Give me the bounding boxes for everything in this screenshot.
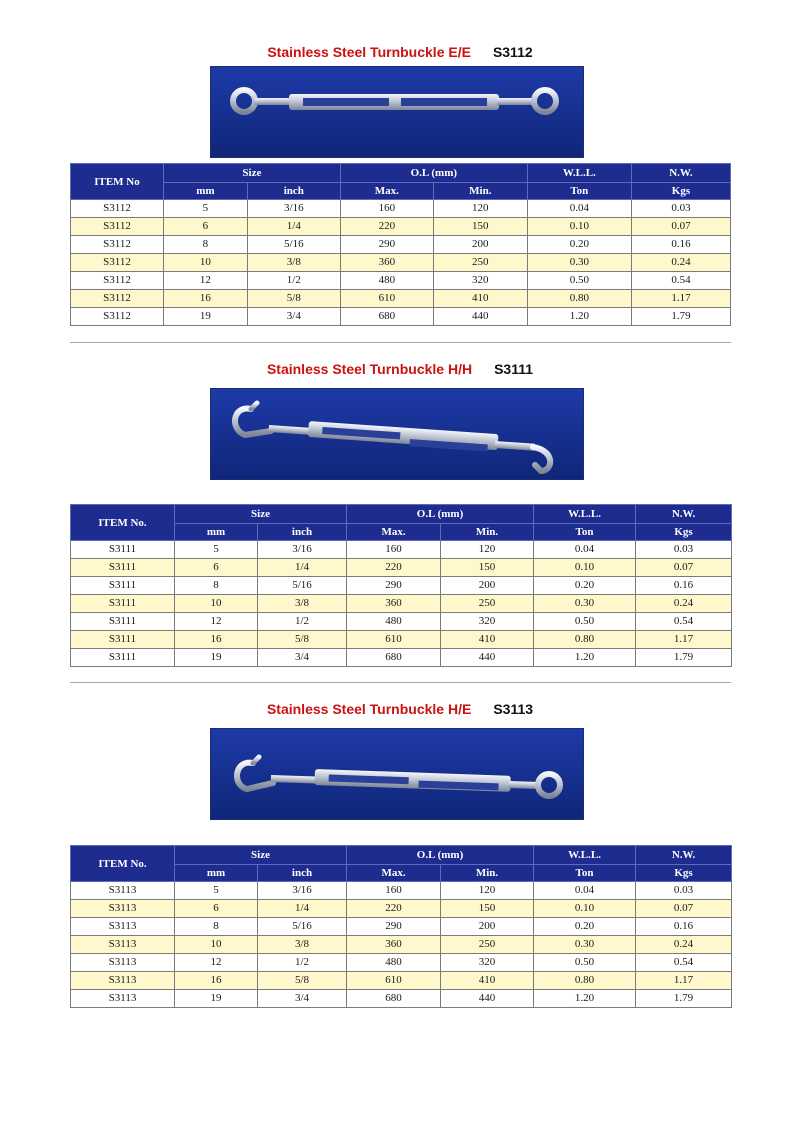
cell-ton: 0.50 bbox=[534, 613, 636, 631]
section-divider bbox=[70, 682, 731, 683]
cell-mm: 6 bbox=[175, 559, 258, 577]
cell-inch: 1/4 bbox=[258, 559, 347, 577]
cell-item-no: S3112 bbox=[71, 254, 164, 272]
header-item-no: ITEM No. bbox=[71, 846, 175, 882]
cell-ton: 0.30 bbox=[534, 595, 636, 613]
section-title bbox=[0, 44, 800, 60]
cell-max: 610 bbox=[347, 631, 441, 649]
cell-min: 200 bbox=[441, 577, 534, 595]
header-wll: W.L.L. bbox=[534, 505, 636, 524]
cell-inch: 5/8 bbox=[258, 972, 347, 990]
table-row bbox=[71, 882, 732, 900]
cell-kgs: 0.54 bbox=[636, 954, 732, 972]
cell-inch: 5/16 bbox=[258, 918, 347, 936]
product-code: S3113 bbox=[493, 701, 534, 717]
table-row bbox=[71, 936, 732, 954]
header-overall-length: O.L (mm) bbox=[347, 846, 534, 865]
cell-mm: 5 bbox=[175, 882, 258, 900]
cell-item-no: S3111 bbox=[71, 631, 175, 649]
cell-kgs: 0.07 bbox=[636, 900, 732, 918]
cell-ton: 0.30 bbox=[527, 254, 631, 272]
cell-kgs: 0.24 bbox=[631, 254, 730, 272]
spec-table bbox=[70, 845, 732, 1008]
cell-min: 200 bbox=[433, 236, 527, 254]
cell-max: 610 bbox=[347, 972, 441, 990]
subheader-max: Max. bbox=[347, 524, 441, 541]
cell-kgs: 0.54 bbox=[636, 613, 732, 631]
cell-max: 610 bbox=[340, 290, 433, 308]
cell-min: 440 bbox=[441, 649, 534, 667]
cell-mm: 8 bbox=[175, 918, 258, 936]
cell-ton: 0.04 bbox=[534, 541, 636, 559]
subheader-inch: inch bbox=[247, 183, 340, 200]
cell-inch: 3/8 bbox=[258, 595, 347, 613]
cell-item-no: S3113 bbox=[71, 972, 175, 990]
cell-ton: 0.20 bbox=[534, 918, 636, 936]
subheader-kgs: Kgs bbox=[636, 865, 732, 882]
subheader-min: Min. bbox=[433, 183, 527, 200]
cell-mm: 5 bbox=[163, 200, 247, 218]
cell-ton: 0.50 bbox=[534, 954, 636, 972]
cell-min: 150 bbox=[441, 900, 534, 918]
cell-ton: 0.50 bbox=[527, 272, 631, 290]
cell-kgs: 0.54 bbox=[631, 272, 730, 290]
subheader-mm: mm bbox=[163, 183, 247, 200]
cell-ton: 0.80 bbox=[534, 631, 636, 649]
cell-kgs: 0.03 bbox=[636, 541, 732, 559]
table-row bbox=[71, 559, 732, 577]
subheader-kgs: Kgs bbox=[631, 183, 730, 200]
cell-max: 680 bbox=[340, 308, 433, 326]
header-wll: W.L.L. bbox=[527, 164, 631, 183]
cell-item-no: S3113 bbox=[71, 990, 175, 1008]
section-title bbox=[0, 701, 800, 717]
header-overall-length: O.L (mm) bbox=[347, 505, 534, 524]
subheader-mm: mm bbox=[175, 524, 258, 541]
cell-min: 320 bbox=[441, 613, 534, 631]
cell-min: 120 bbox=[441, 541, 534, 559]
cell-kgs: 0.07 bbox=[636, 559, 732, 577]
cell-mm: 6 bbox=[163, 218, 247, 236]
cell-max: 680 bbox=[347, 649, 441, 667]
cell-max: 360 bbox=[347, 595, 441, 613]
header-nw: N.W. bbox=[631, 164, 730, 183]
cell-max: 160 bbox=[347, 541, 441, 559]
cell-max: 220 bbox=[347, 900, 441, 918]
cell-kgs: 1.79 bbox=[636, 990, 732, 1008]
cell-kgs: 0.16 bbox=[631, 236, 730, 254]
table-row bbox=[71, 613, 732, 631]
header-item-no: ITEM No. bbox=[71, 505, 175, 541]
header-item-no: ITEM No bbox=[71, 164, 164, 200]
cell-min: 150 bbox=[441, 559, 534, 577]
cell-kgs: 0.03 bbox=[636, 882, 732, 900]
cell-item-no: S3113 bbox=[71, 900, 175, 918]
cell-mm: 6 bbox=[175, 900, 258, 918]
cell-min: 120 bbox=[441, 882, 534, 900]
product-photo-hook-eye bbox=[210, 728, 584, 820]
cell-kgs: 0.24 bbox=[636, 936, 732, 954]
table-row bbox=[71, 972, 732, 990]
cell-max: 290 bbox=[347, 918, 441, 936]
cell-max: 360 bbox=[347, 936, 441, 954]
cell-item-no: S3112 bbox=[71, 236, 164, 254]
section-title bbox=[0, 361, 800, 377]
cell-mm: 10 bbox=[175, 936, 258, 954]
cell-mm: 16 bbox=[163, 290, 247, 308]
table-row bbox=[71, 918, 732, 936]
cell-min: 120 bbox=[433, 200, 527, 218]
cell-max: 480 bbox=[340, 272, 433, 290]
cell-min: 440 bbox=[433, 308, 527, 326]
table-row bbox=[71, 990, 732, 1008]
table-row bbox=[71, 900, 732, 918]
cell-min: 250 bbox=[433, 254, 527, 272]
cell-item-no: S3111 bbox=[71, 577, 175, 595]
header-size: Size bbox=[175, 846, 347, 865]
header-nw: N.W. bbox=[636, 846, 732, 865]
product-name: Stainless Steel Turnbuckle H/H bbox=[266, 361, 473, 377]
cell-ton: 0.20 bbox=[534, 577, 636, 595]
header-nw: N.W. bbox=[636, 505, 732, 524]
cell-kgs: 0.24 bbox=[636, 595, 732, 613]
cell-item-no: S3112 bbox=[71, 290, 164, 308]
cell-ton: 0.80 bbox=[527, 290, 631, 308]
cell-item-no: S3111 bbox=[71, 595, 175, 613]
cell-mm: 8 bbox=[175, 577, 258, 595]
table-row bbox=[71, 308, 731, 326]
cell-mm: 10 bbox=[163, 254, 247, 272]
cell-item-no: S3111 bbox=[71, 541, 175, 559]
cell-max: 680 bbox=[347, 990, 441, 1008]
cell-item-no: S3112 bbox=[71, 272, 164, 290]
cell-item-no: S3113 bbox=[71, 936, 175, 954]
cell-kgs: 1.17 bbox=[636, 972, 732, 990]
cell-item-no: S3111 bbox=[71, 649, 175, 667]
cell-max: 160 bbox=[340, 200, 433, 218]
header-wll: W.L.L. bbox=[534, 846, 636, 865]
cell-inch: 3/16 bbox=[247, 200, 340, 218]
cell-min: 150 bbox=[433, 218, 527, 236]
cell-kgs: 0.07 bbox=[631, 218, 730, 236]
cell-kgs: 0.16 bbox=[636, 577, 732, 595]
cell-item-no: S3112 bbox=[71, 200, 164, 218]
cell-item-no: S3113 bbox=[71, 918, 175, 936]
cell-inch: 5/8 bbox=[247, 290, 340, 308]
cell-min: 410 bbox=[433, 290, 527, 308]
cell-ton: 1.20 bbox=[534, 990, 636, 1008]
table-row bbox=[71, 595, 732, 613]
spec-table bbox=[70, 163, 731, 326]
turnbuckle-eye-eye-illustration bbox=[211, 67, 583, 157]
cell-inch: 3/4 bbox=[258, 649, 347, 667]
cell-mm: 19 bbox=[163, 308, 247, 326]
cell-inch: 1/4 bbox=[258, 900, 347, 918]
table-row bbox=[71, 200, 731, 218]
product-photo-hook-hook bbox=[210, 388, 584, 480]
cell-ton: 0.10 bbox=[527, 218, 631, 236]
cell-inch: 1/2 bbox=[247, 272, 340, 290]
cell-max: 360 bbox=[340, 254, 433, 272]
turnbuckle-hook-hook-illustration bbox=[211, 389, 583, 479]
cell-inch: 5/16 bbox=[258, 577, 347, 595]
subheader-ton: Ton bbox=[534, 865, 636, 882]
cell-max: 220 bbox=[347, 559, 441, 577]
cell-ton: 0.80 bbox=[534, 972, 636, 990]
cell-ton: 1.20 bbox=[527, 308, 631, 326]
cell-ton: 0.10 bbox=[534, 559, 636, 577]
section-divider bbox=[70, 342, 731, 343]
cell-max: 290 bbox=[347, 577, 441, 595]
cell-mm: 8 bbox=[163, 236, 247, 254]
cell-ton: 0.20 bbox=[527, 236, 631, 254]
cell-ton: 0.30 bbox=[534, 936, 636, 954]
cell-kgs: 1.17 bbox=[636, 631, 732, 649]
product-photo-eye-eye bbox=[210, 66, 584, 158]
spec-table bbox=[70, 504, 732, 667]
cell-kgs: 1.17 bbox=[631, 290, 730, 308]
cell-max: 220 bbox=[340, 218, 433, 236]
table-row bbox=[71, 290, 731, 308]
subheader-inch: inch bbox=[258, 865, 347, 882]
product-name: Stainless Steel Turnbuckle E/E bbox=[267, 44, 471, 60]
cell-inch: 3/16 bbox=[258, 882, 347, 900]
cell-max: 480 bbox=[347, 954, 441, 972]
cell-inch: 3/4 bbox=[247, 308, 340, 326]
table-row bbox=[71, 236, 731, 254]
cell-ton: 0.04 bbox=[527, 200, 631, 218]
table-row bbox=[71, 218, 731, 236]
subheader-inch: inch bbox=[258, 524, 347, 541]
cell-kgs: 0.03 bbox=[631, 200, 730, 218]
table-row bbox=[71, 631, 732, 649]
cell-mm: 19 bbox=[175, 990, 258, 1008]
cell-min: 250 bbox=[441, 595, 534, 613]
cell-ton: 0.10 bbox=[534, 900, 636, 918]
turnbuckle-hook-eye-illustration bbox=[211, 729, 583, 819]
subheader-max: Max. bbox=[340, 183, 433, 200]
subheader-max: Max. bbox=[347, 865, 441, 882]
cell-min: 320 bbox=[433, 272, 527, 290]
cell-max: 160 bbox=[347, 882, 441, 900]
cell-kgs: 1.79 bbox=[636, 649, 732, 667]
cell-inch: 1/2 bbox=[258, 954, 347, 972]
cell-item-no: S3112 bbox=[71, 218, 164, 236]
table-row bbox=[71, 649, 732, 667]
product-code: S3111 bbox=[494, 361, 534, 377]
cell-mm: 12 bbox=[175, 954, 258, 972]
cell-kgs: 1.79 bbox=[631, 308, 730, 326]
subheader-mm: mm bbox=[175, 865, 258, 882]
table-row bbox=[71, 254, 731, 272]
table-row bbox=[71, 541, 732, 559]
cell-inch: 3/8 bbox=[258, 936, 347, 954]
cell-inch: 3/4 bbox=[258, 990, 347, 1008]
cell-min: 410 bbox=[441, 631, 534, 649]
table-row bbox=[71, 577, 732, 595]
cell-max: 290 bbox=[340, 236, 433, 254]
cell-mm: 12 bbox=[163, 272, 247, 290]
cell-mm: 19 bbox=[175, 649, 258, 667]
header-overall-length: O.L (mm) bbox=[340, 164, 527, 183]
cell-inch: 3/8 bbox=[247, 254, 340, 272]
cell-inch: 5/8 bbox=[258, 631, 347, 649]
header-size: Size bbox=[175, 505, 347, 524]
cell-min: 250 bbox=[441, 936, 534, 954]
cell-mm: 16 bbox=[175, 631, 258, 649]
table-row bbox=[71, 954, 732, 972]
subheader-ton: Ton bbox=[534, 524, 636, 541]
cell-item-no: S3113 bbox=[71, 882, 175, 900]
cell-mm: 10 bbox=[175, 595, 258, 613]
cell-max: 480 bbox=[347, 613, 441, 631]
cell-item-no: S3111 bbox=[71, 613, 175, 631]
cell-inch: 1/2 bbox=[258, 613, 347, 631]
subheader-kgs: Kgs bbox=[636, 524, 732, 541]
header-size: Size bbox=[163, 164, 340, 183]
cell-inch: 5/16 bbox=[247, 236, 340, 254]
product-code: S3112 bbox=[492, 44, 533, 60]
subheader-min: Min. bbox=[441, 524, 534, 541]
cell-item-no: S3112 bbox=[71, 308, 164, 326]
subheader-ton: Ton bbox=[527, 183, 631, 200]
cell-item-no: S3111 bbox=[71, 559, 175, 577]
cell-mm: 12 bbox=[175, 613, 258, 631]
cell-inch: 3/16 bbox=[258, 541, 347, 559]
table-row bbox=[71, 272, 731, 290]
cell-min: 410 bbox=[441, 972, 534, 990]
cell-ton: 1.20 bbox=[534, 649, 636, 667]
cell-kgs: 0.16 bbox=[636, 918, 732, 936]
cell-min: 440 bbox=[441, 990, 534, 1008]
cell-min: 200 bbox=[441, 918, 534, 936]
cell-min: 320 bbox=[441, 954, 534, 972]
cell-mm: 16 bbox=[175, 972, 258, 990]
product-name: Stainless Steel Turnbuckle H/E bbox=[266, 701, 472, 717]
subheader-min: Min. bbox=[441, 865, 534, 882]
cell-mm: 5 bbox=[175, 541, 258, 559]
cell-inch: 1/4 bbox=[247, 218, 340, 236]
cell-item-no: S3113 bbox=[71, 954, 175, 972]
cell-ton: 0.04 bbox=[534, 882, 636, 900]
